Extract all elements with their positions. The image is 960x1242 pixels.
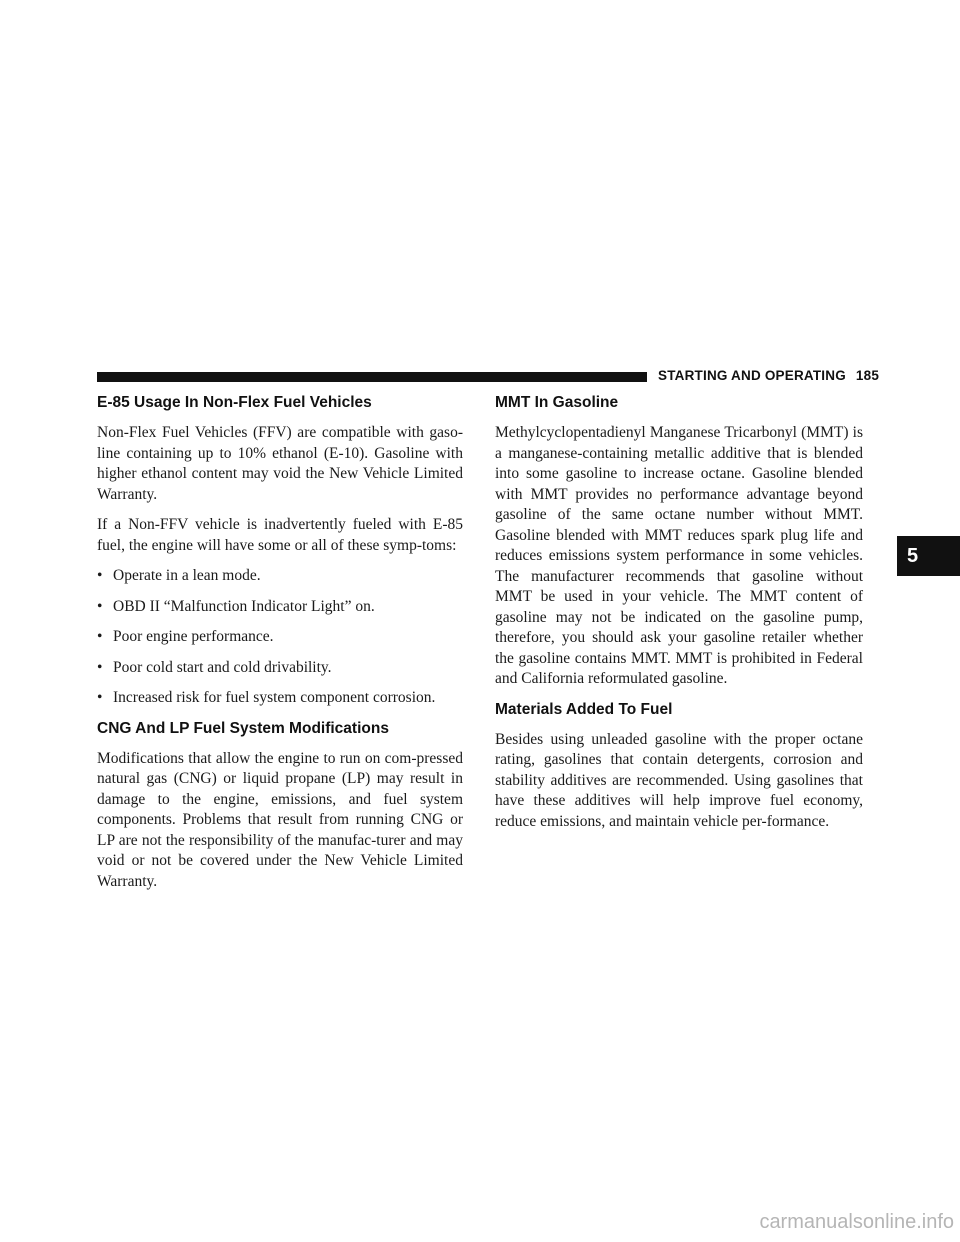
- list-item-text: Poor engine performance.: [113, 628, 274, 645]
- symptom-list: [97, 566, 463, 709]
- bullet-icon: •: [97, 597, 103, 615]
- section-heading-e85: E-85 Usage In Non-Flex Fuel Vehicles: [97, 394, 372, 411]
- header-section-title: STARTING AND OPERATING: [658, 368, 846, 383]
- list-item-text: Poor cold start and cold drivability.: [113, 658, 332, 676]
- list-item: [97, 627, 463, 648]
- watermark-text: carmanualsonline.info: [759, 1211, 954, 1233]
- list-item-text: Operate in a lean mode.: [113, 567, 261, 584]
- bullet-icon: •: [97, 658, 103, 676]
- paragraph-non-ffv-symptoms: If a Non-FFV vehicle is inadvertently fueled with E-85 fuel, the engine will have some or all of these symp-toms:: [97, 516, 463, 554]
- paragraph-ffv-compat: Non-Flex Fuel Vehicles (FFV) are compatible with gaso-line containing up to 10% ethanol (E-10). Gasoline with higher ethanol content may void the New Vehicle Limited Warranty.: [97, 424, 463, 503]
- section-heading-materials: Materials Added To Fuel: [495, 700, 673, 718]
- running-header: [658, 368, 879, 383]
- list-item-text: OBD II “Malfunction Indicator Light” on.: [113, 597, 375, 615]
- list-item: [97, 688, 463, 709]
- left-column: [97, 393, 463, 902]
- paragraph-mmt: Methylcyclopentadienyl Manganese Tricarbonyl (MMT) is a manganese-containing metallic additive that is blended into some gasoline to increase octane. Gasoline blended with MMT provides no performance advantage beyond gasoline of the same octane number without MMT. Gasoline blended with MMT reduces spark plug life and reduces emissions system performance in some vehicles. The manufacturer recommends that gasoline without MMT be used in your vehicle. The MMT content of gasoline may not be indicated on the gasoline pump, therefore, you should ask your gasoline retailer whether the gasoline contains MMT. MMT is prohibited in Federal and California reformulated gasoline.: [495, 424, 863, 687]
- right-column: [495, 393, 863, 842]
- section-heading-cng-lp: CNG And LP Fuel System Modifications: [97, 719, 389, 737]
- paragraph-materials: Besides using unleaded gasoline with the proper octane rating, gasolines that contain detergents, corrosion and stability additives are recommended. Using gasolines that have these additives will help improve fuel economy, reduce emissions, and maintain vehicle per-formance.: [495, 730, 863, 830]
- list-item: [97, 597, 463, 618]
- bullet-icon: •: [97, 628, 103, 645]
- bullet-icon: •: [97, 689, 103, 706]
- bullet-icon: •: [97, 567, 103, 584]
- list-item-text: Increased risk for fuel system component corrosion.: [113, 689, 436, 706]
- chapter-tab: 5: [897, 536, 960, 576]
- list-item: [97, 658, 463, 679]
- section-heading-mmt: MMT In Gasoline: [495, 394, 619, 411]
- page-number: 185: [855, 368, 880, 383]
- paragraph-cng-lp: Modifications that allow the engine to run on com-pressed natural gas (CNG) or liquid propane (LP) may result in damage to the engine, emissions, and fuel system components. Problems that result from running CNG or LP are not the responsibility of the manufac-turer and may void or not be covered under the New Vehicle Limited Warranty.: [97, 749, 463, 890]
- header-rule: [97, 372, 647, 382]
- list-item: [97, 566, 463, 587]
